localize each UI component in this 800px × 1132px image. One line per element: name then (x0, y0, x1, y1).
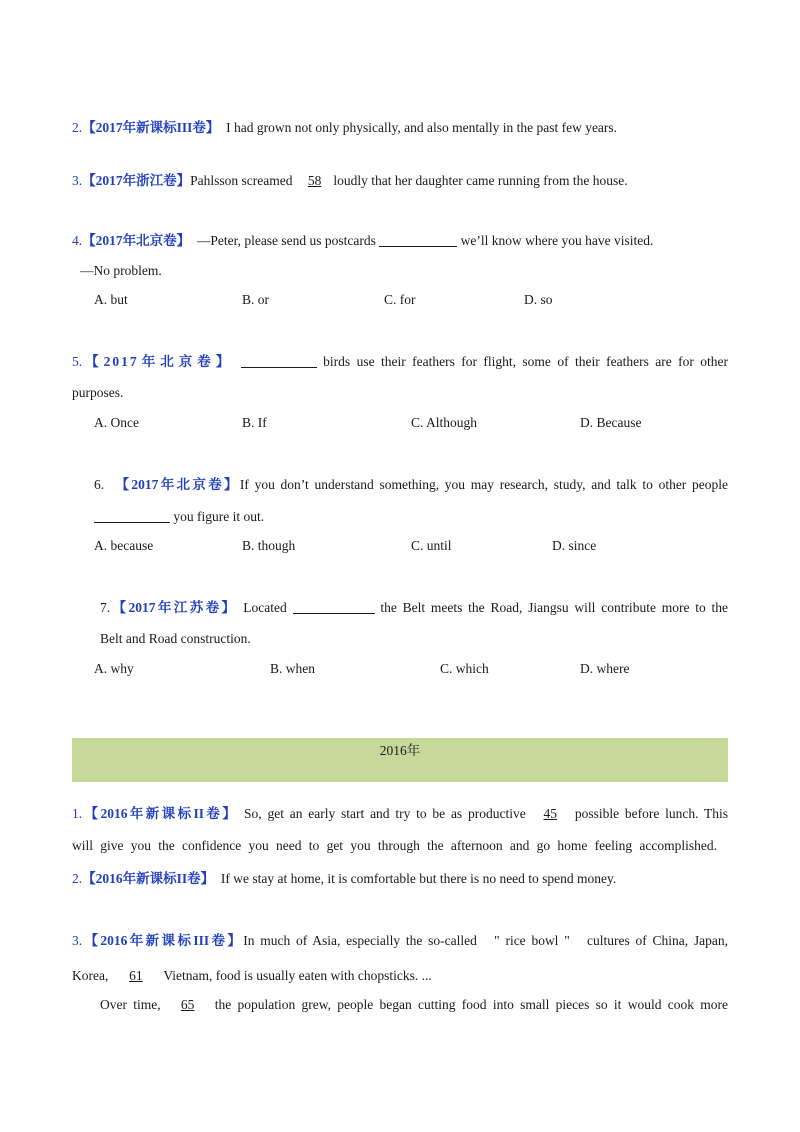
question-text-post: loudly that her daughter came running from the house. (333, 173, 628, 188)
question-2016-1 (72, 805, 728, 823)
answer-blank: 45 (543, 806, 558, 821)
question-number: 7. (100, 600, 111, 615)
source-tag: 【2016年新课标II卷】 (82, 806, 239, 821)
question-text-pre: Located (243, 600, 287, 615)
question-text: If you don’t understand something, you may research, study, and talk to other people (239, 477, 728, 492)
option-d: D. since (552, 538, 597, 553)
option-a: A. but (94, 292, 128, 307)
question-continuation: purposes. (72, 385, 124, 400)
question-2017-3 (72, 172, 628, 190)
year-section-header (72, 738, 728, 782)
source-tag: 【2017年北京卷】 (82, 233, 191, 248)
question-number: 4. (72, 233, 83, 248)
question-2017-7 (100, 599, 728, 617)
source-tag: 【2016年新课标II卷】 (82, 871, 215, 886)
question-text-post: Vietnam, food is usually eaten with chopsticks. ... (163, 968, 432, 983)
option-c: C. which (440, 661, 489, 676)
question-text-pre: —Peter, please send us postcards (196, 233, 380, 248)
answer-blank: 58 (307, 173, 322, 188)
option-d: D. so (524, 292, 553, 307)
question-number: 3. (72, 173, 83, 188)
question-line-2 (72, 967, 432, 985)
question-text-pre: Korea, (72, 968, 109, 983)
option-b: B. or (242, 292, 269, 307)
option-c: C. Although (411, 415, 478, 430)
option-a: A. because (94, 538, 154, 553)
question-text-post: the population grew, people began cutting food into small pieces so it would cook more (214, 997, 728, 1012)
option-b: B. when (270, 661, 315, 676)
source-tag: 【2016年新课标III卷】 (82, 933, 244, 948)
option-b: B. though (242, 538, 296, 553)
question-text-pre: Over time, (100, 997, 161, 1012)
question-continuation (94, 508, 264, 526)
answer-blank (241, 354, 317, 368)
source-tag: 【2017年北京卷】 (82, 354, 235, 369)
question-text-post: we’ll know where you have visited. (457, 233, 654, 248)
question-2017-2 (72, 119, 617, 137)
question-number: 1. (72, 806, 83, 821)
option-d: D. Because (580, 415, 642, 430)
question-continuation: Belt and Road construction. (100, 631, 251, 646)
option-a: A. why (94, 661, 134, 676)
question-text-pre: So, get an early start and try to be as productive (244, 806, 526, 821)
question-text-post: you figure it out. (170, 509, 265, 524)
year-label: 2016年 (379, 743, 421, 758)
source-tag: 【2017年新课标III卷】 (82, 120, 220, 135)
question-number: 2. (72, 120, 83, 135)
question-number: 5. (72, 354, 83, 369)
question-text-pre: Pahlsson screamed (190, 173, 296, 188)
question-2017-5 (72, 353, 728, 371)
question-2017-6 (94, 476, 728, 494)
dialog-reply: —No problem. (80, 263, 162, 278)
source-tag: 【2017年北京卷】 (115, 477, 240, 492)
question-number: 3. (72, 933, 83, 948)
answer-blank: 61 (129, 968, 143, 983)
option-d: D. where (580, 661, 630, 676)
option-b: B. If (242, 415, 267, 430)
answer-blank (94, 509, 170, 523)
question-line-3 (100, 996, 728, 1014)
option-c: C. until (411, 538, 452, 553)
question-2016-2 (72, 870, 616, 888)
answer-blank (293, 600, 375, 614)
question-continuation: will give you the confidence you need to get you through the afternoon and go home feeling accomplished. (72, 838, 717, 853)
question-text: I had grown not only physically, and also mentally in the past few years. (226, 120, 618, 135)
source-tag: 【2017年浙江卷】 (82, 173, 191, 188)
question-text-post: possible before lunch. This (574, 806, 729, 821)
question-text: birds use their feathers for flight, some of their feathers are for other (323, 354, 729, 369)
question-text: If we stay at home, it is comfortable but there is no need to spend money. (220, 871, 617, 886)
question-text: In much of Asia, especially the so-called " rice bowl " cultures of China, Japan, (243, 933, 728, 948)
answer-blank (379, 233, 457, 247)
source-tag: 【2017年江苏卷】 (110, 600, 238, 615)
option-a: A. Once (94, 415, 139, 430)
question-number: 6. (94, 477, 105, 492)
question-2017-4 (72, 232, 653, 250)
question-number: 2. (72, 871, 83, 886)
question-text-post: the Belt meets the Road, Jiangsu will contribute more to the (380, 600, 729, 615)
answer-blank: 65 (180, 997, 195, 1012)
option-c: C. for (384, 292, 416, 307)
question-2016-3 (72, 932, 728, 950)
